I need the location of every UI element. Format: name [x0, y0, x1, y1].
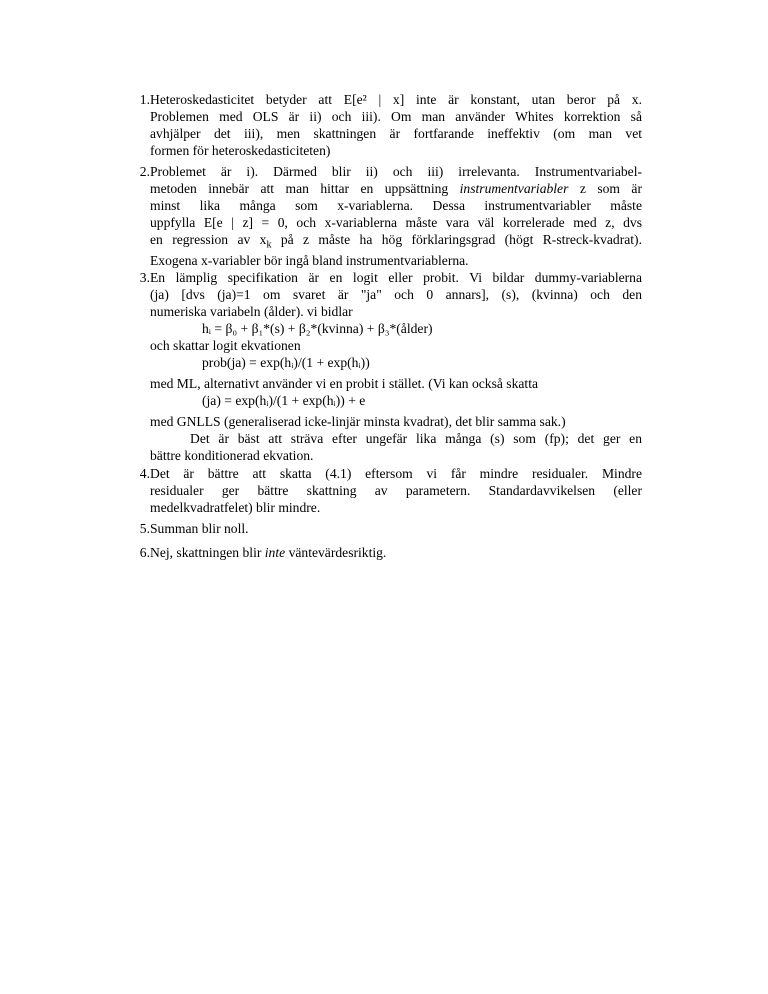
answer-body [150, 91, 642, 159]
text-line: numeriska variabeln (ålder). vi bidlar [150, 304, 353, 319]
text-line [150, 544, 642, 561]
equation-h: hᵢ = β₀ + β₁*(s) + β₂*(kvinna) + β₃*(ålder) [202, 321, 433, 336]
equation-prob: prob(ja) = exp(hᵢ)/(1 + exp(hᵢ)) [202, 355, 370, 370]
text-segment: z som är [579, 181, 642, 196]
answer-body-continued [150, 337, 642, 464]
text-line [150, 180, 642, 197]
emphasis-text: instrumentvariabler [459, 181, 569, 196]
subscript: k [266, 239, 272, 251]
answer-body [150, 163, 642, 269]
text-line: Det är bättre att skatta (4.1) eftersom vi får mindre residualer. Mindre [150, 466, 642, 481]
text-line [150, 231, 642, 251]
text-segment: metoden innebär att man hittar en uppsättning [150, 181, 449, 196]
text-line: uppfylla E[e | z] = 0, och x-variablerna måste vara väl korrelerade med z, dvs [150, 215, 642, 230]
item-number: 3. [139, 270, 150, 285]
text-line: med ML, alternativt använder vi en probit i stället. (Vi kan också skatta [150, 376, 538, 391]
text-line: formen för heteroskedasticiteten) [150, 143, 331, 158]
text-line: Heteroskedasticitet betyder att E[e² | x] inte är konstant, utan beror på x. [150, 92, 642, 107]
text-line: avhjälper det iii), men skattningen är fortfarande ineffektiv (om man vet [150, 126, 642, 141]
text-line: medelkvadratfelet) blir mindre. [150, 500, 321, 515]
text-line: Exogena x-variabler bör ingå bland instrumentvariablerna. [150, 253, 469, 268]
text-line: Summan blir noll. [150, 521, 249, 536]
text-segment: väntevärdesriktig. [285, 545, 387, 560]
text-line: och skattar logit ekvationen [150, 338, 301, 353]
text-line: Problemet är i). Därmed blir ii) och iii) irrelevanta. Instrumentvariabel- [150, 164, 642, 179]
text-line: En lämplig specifikation är en logit eller probit. Vi bildar dummy-variablerna [150, 270, 642, 285]
item-number: 1. [139, 92, 150, 107]
text-line: bättre konditionerad ekvation. [150, 448, 314, 463]
text-line: residualer ger bättre skattning av parametern. Standardavvikelsen (eller [150, 483, 642, 498]
equation-ja: (ja) = exp(hᵢ)/(1 + exp(hᵢ)) + e [202, 393, 366, 408]
answer-body [150, 544, 642, 561]
item-number: 6. [139, 545, 150, 560]
emphasis-text: inte [264, 545, 286, 560]
answer-body [150, 465, 642, 516]
text-line: Det är bäst att sträva efter ungefär lika många (s) som (fp); det ger en [190, 431, 642, 446]
item-number: 2. [139, 164, 150, 179]
text-line: (ja) [dvs (ja)=1 om svaret är "ja" och 0 annars], (s), (kvinna) och den [150, 287, 642, 302]
text-segment: på z måste ha hög förklaringsgrad (högt R-streck-kvadrat). [271, 232, 642, 247]
text-segment: Nej, skattningen blir [150, 545, 265, 560]
text-line: med GNLLS (generaliserad icke-linjär minsta kvadrat), det blir samma sak.) [150, 414, 566, 429]
answer-body [150, 520, 642, 537]
item-number: 5. [139, 521, 150, 536]
item-number: 4. [139, 466, 150, 481]
text-line: minst lika många som x-variablerna. Dessa instrumentvariabler måste [150, 198, 642, 213]
text-segment: en regression av x [150, 232, 267, 247]
text-line: Problemen med OLS är ii) och iii). Om man använder Whites korrektion så [150, 109, 642, 124]
answer-body [150, 269, 642, 337]
